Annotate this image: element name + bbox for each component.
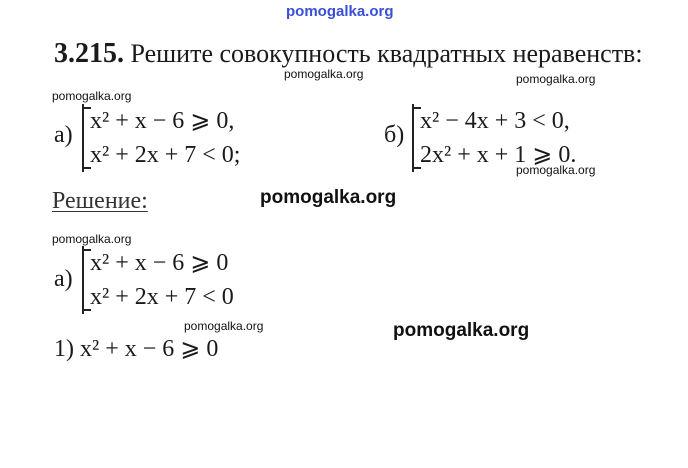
solution-step-1: 1) x² + x − 6 ⩾ 0 [54,336,219,362]
solution-part-a-line2: x² + 2x + 7 < 0 [90,284,234,310]
watermark-top: pomogalka.org [286,3,394,20]
problem-part-b-line1: x² − 4x + 3 < 0, [420,108,570,134]
problem-part-a-line1: x² + x − 6 ⩾ 0, [90,108,235,134]
watermark-small: pomogalka.org [52,232,132,246]
problem-title [54,38,643,70]
problem-part-b-system [412,104,576,172]
problem-part-a-label: а) [54,122,73,148]
solution-heading [52,188,148,215]
problem-part-b-line2: 2x² + x + 1 ⩾ 0. [420,142,577,168]
problem-statement: Решите совокупность квадратных неравенств: [130,39,643,68]
solution-part-a-line1: x² + x − 6 ⩾ 0 [90,250,229,276]
watermark-large: pomogalka.org [260,187,397,208]
solution-part-a-label: а) [54,266,73,292]
watermark-small: pomogalka.org [284,67,364,81]
problem-number: 3.215. [54,38,124,69]
solution-heading-text: Решение [52,188,142,214]
problem-part-a-line2: x² + 2x + 7 < 0; [90,142,241,168]
solution-part-a-system [82,246,234,314]
solution-heading-colon: : [141,188,148,214]
watermark-large: pomogalka.org [393,320,530,341]
watermark-small: pomogalka.org [516,72,596,86]
problem-part-a-system [82,104,240,172]
problem-part-b-label: б) [384,122,405,148]
watermark-small: pomogalka.org [184,319,264,333]
watermark-small: pomogalka.org [52,89,132,103]
watermark-small: pomogalka.org [516,163,596,177]
